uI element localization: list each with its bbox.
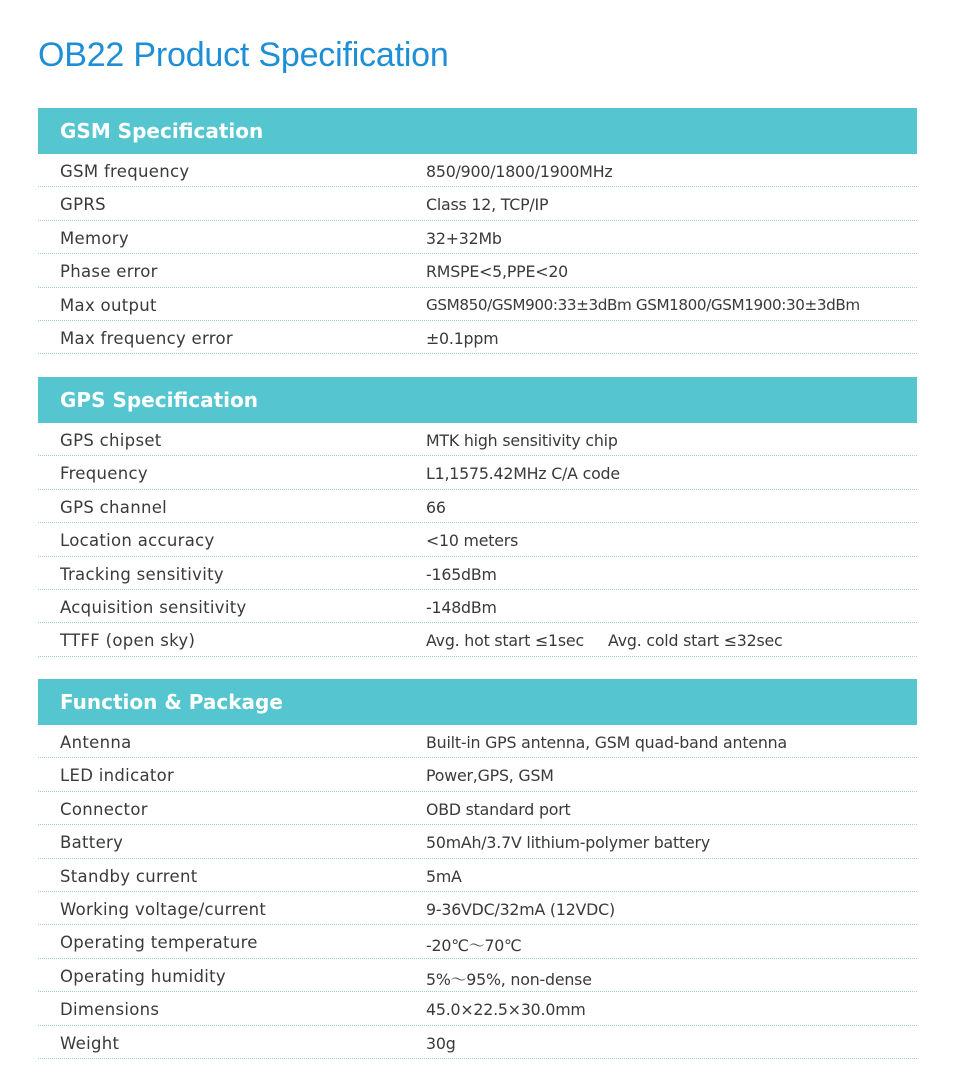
- spec-value: Class 12, TCP/IP: [426, 195, 549, 215]
- spec-label: Working voltage/current: [60, 899, 267, 919]
- spec-value: OBD standard port: [426, 799, 571, 819]
- spec-value: 32+32Mb: [426, 228, 502, 248]
- spec-value: Built-in GPS antenna, GSM quad-band antenna: [426, 733, 787, 752]
- spec-label: Max frequency error: [60, 328, 234, 348]
- spec-label: Weight: [60, 1033, 120, 1053]
- spec-label: Location accuracy: [60, 531, 215, 551]
- spec-value: -20℃～70℃: [426, 936, 522, 956]
- spec-label: Frequency: [60, 464, 148, 484]
- spec-value: Avg. hot start ≤1sec Avg. cold start ≤32sec: [426, 631, 783, 651]
- spec-row: [38, 254, 917, 287]
- spec-label: GSM frequency: [60, 162, 190, 181]
- spec-value: L1,1575.42MHz C/A code: [426, 464, 620, 484]
- section-heading: GPS Specification: [38, 377, 917, 423]
- spec-value: 45.0×22.5×30.0mm: [426, 1000, 586, 1020]
- section-heading: GSM Specification: [38, 108, 917, 154]
- spec-value: 30g: [426, 1033, 456, 1053]
- spec-value: RMSPE<5,PPE<20: [426, 262, 569, 282]
- spec-label: Dimensions: [60, 1000, 160, 1020]
- spec-row: [38, 187, 917, 220]
- section-heading: Function & Package: [38, 679, 917, 725]
- spec-row: [38, 725, 917, 758]
- spec-label: Memory: [60, 228, 129, 248]
- spec-row: [38, 825, 917, 858]
- spec-row: [38, 992, 917, 1025]
- spec-row: [38, 557, 917, 590]
- spec-value: -148dBm: [426, 597, 497, 617]
- spec-row: [38, 490, 917, 523]
- spec-label: TTFF (open sky): [60, 631, 196, 651]
- spec-label: GPRS: [60, 195, 106, 215]
- spec-label: Acquisition sensitivity: [60, 597, 247, 617]
- spec-value: <10 meters: [426, 531, 519, 551]
- spec-label: Operating humidity: [60, 966, 227, 986]
- spec-row: [38, 959, 917, 992]
- spec-row: [38, 590, 917, 623]
- spec-row: [38, 423, 917, 456]
- spec-row: [38, 456, 917, 489]
- spec-value: -165dBm: [426, 564, 497, 584]
- page-title: OB22 Product Specification: [38, 36, 449, 74]
- spec-row: [38, 623, 917, 656]
- spec-value: MTK high sensitivity chip: [426, 431, 618, 450]
- spec-row: [38, 321, 917, 354]
- spec-label: Tracking sensitivity: [60, 564, 224, 584]
- spec-value: 5%～95%, non-dense: [426, 969, 592, 989]
- spec-label: GPS channel: [60, 497, 168, 517]
- spec-row: [38, 892, 917, 925]
- spec-value: 9-36VDC/32mA (12VDC): [426, 899, 615, 919]
- function-package-section: [38, 679, 917, 1059]
- gps-specification-section: [38, 377, 917, 657]
- spec-label: LED indicator: [60, 766, 175, 786]
- spec-label: GPS chipset: [60, 431, 162, 450]
- spec-label: Battery: [60, 833, 124, 853]
- spec-value: GSM850/GSM900:33±3dBm GSM1800/GSM1900:30±3dBm: [426, 295, 860, 314]
- spec-value: 66: [426, 497, 446, 517]
- spec-value: 5mA: [426, 866, 462, 886]
- spec-row: [38, 154, 917, 187]
- spec-label: Standby current: [60, 866, 198, 886]
- spec-label: Max output: [60, 295, 157, 315]
- spec-row: [38, 792, 917, 825]
- gsm-specification-section: [38, 108, 917, 354]
- spec-label: Phase error: [60, 262, 158, 282]
- spec-row: [38, 758, 917, 791]
- spec-label: Connector: [60, 799, 148, 819]
- spec-row: [38, 221, 917, 254]
- spec-value: Power,GPS, GSM: [426, 766, 554, 786]
- spec-row: [38, 1026, 917, 1059]
- spec-value: 50mAh/3.7V lithium-polymer battery: [426, 833, 710, 853]
- spec-row: [38, 859, 917, 892]
- spec-label: Antenna: [60, 733, 132, 752]
- spec-value: 850/900/1800/1900MHz: [426, 162, 613, 181]
- spec-row: [38, 523, 917, 556]
- spec-row: [38, 288, 917, 321]
- spec-label: Operating temperature: [60, 933, 258, 953]
- spec-value: ±0.1ppm: [426, 328, 499, 348]
- spec-row: [38, 925, 917, 958]
